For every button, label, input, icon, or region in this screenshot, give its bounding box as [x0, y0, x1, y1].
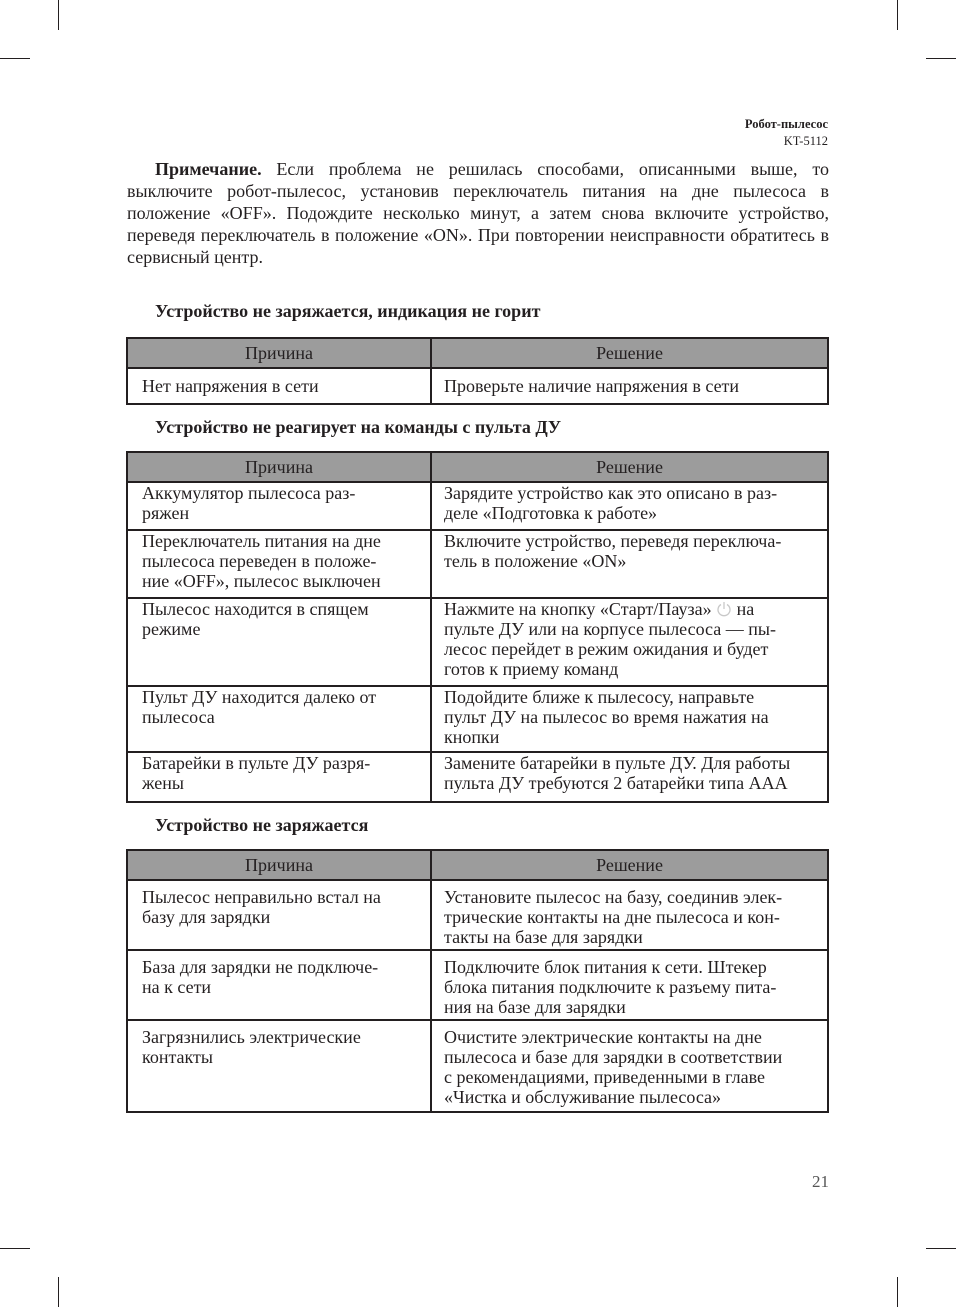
col-cause: Причина [127, 850, 431, 880]
cause-cell: Аккумулятор пылесоса раз- ряжен [127, 482, 431, 530]
running-header [745, 116, 828, 150]
solution-cell: Подключите блок питания к сети. Штекер блока питания подключите к разъему пита- ния на базе для зарядки [431, 950, 828, 1020]
section-title-1: Устройство не заряжается, индикация не горит [155, 301, 541, 321]
cause-cell: Батарейки в пульте ДУ разря- жены [127, 752, 431, 802]
solution-cell: Проверьте наличие напряжения в сети [431, 368, 828, 404]
table-row [127, 950, 828, 1020]
cause-cell: База для зарядки не подключе- на к сети [127, 950, 431, 1020]
section-title-3: Устройство не заряжается [155, 815, 369, 835]
col-cause: Причина [127, 452, 431, 482]
solution-text: Нажмите на кнопку «Старт/Пауза» [444, 599, 717, 619]
table-row [127, 368, 828, 404]
col-solution: Решение [431, 850, 828, 880]
cause-cell: Пылесос находится в спящем режиме [127, 598, 431, 686]
col-solution: Решение [431, 338, 828, 368]
cause-cell: Нет напряжения в сети [127, 368, 431, 404]
table-row [127, 686, 828, 752]
solution-text: на пульте ДУ или на корпусе пылесоса — пы- лесос перейдет в режим ожидания и будет готов к приему команд [444, 599, 776, 679]
table-row [127, 530, 828, 598]
solution-cell: Подойдите ближе к пылесосу, направьте пульт ДУ на пылесос во время нажатия на кнопки [431, 686, 828, 752]
table-row [127, 1020, 828, 1112]
table-row [127, 598, 828, 686]
table-1 [126, 337, 829, 405]
table-row [127, 482, 828, 530]
table-row [127, 880, 828, 950]
cause-cell: Пылесос неправильно встал на базу для зарядки [127, 880, 431, 950]
solution-cell: Замените батарейки в пульте ДУ. Для работы пульта ДУ требуются 2 батарейки типа AAA [431, 752, 828, 802]
note-label: Примечание. [155, 159, 262, 179]
header-product: Робот-пылесос [744, 117, 828, 131]
table-2 [126, 451, 829, 803]
solution-cell [431, 598, 828, 686]
note-paragraph [127, 158, 829, 268]
table-3 [126, 849, 829, 1113]
table-row [127, 752, 828, 802]
solution-cell: Включите устройство, переведя переключа- тель в положение «ON» [431, 530, 828, 598]
page-number: 21 [812, 1172, 829, 1191]
power-icon [716, 601, 732, 617]
header-model: KT-5112 [783, 134, 828, 148]
cause-cell: Переключатель питания на дне пылесоса переведен в положе- ние «OFF», пылесос выключен [127, 530, 431, 598]
solution-cell: Очистите электрические контакты на дне пылесоса и базе для зарядки в соответствии с рекомендациями, приведенными в главе «Чистка и обслуживание пылесоса» [431, 1020, 828, 1112]
cause-cell: Пульт ДУ находится далеко от пылесоса [127, 686, 431, 752]
cause-cell: Загрязнились электрические контакты [127, 1020, 431, 1112]
solution-cell: Зарядите устройство как это описано в раз- деле «Подготовка к работе» [431, 482, 828, 530]
solution-cell: Установите пылесос на базу, соединив элек- трические контакты на дне пылесоса и кон- такты на базе для зарядки [431, 880, 828, 950]
note-text: Если проблема не решилась способами, описанными выше, то выключите робот-пылесос, установив переключатель питания на дне пылесоса в положение «OFF». Подождите несколько минут, а затем снова включите устройство, переведя переключатель в положение «ON». При повторении неисправности обратитесь в сервисный центр. [127, 159, 829, 267]
section-title-2: Устройство не реагирует на команды с пульта ДУ [155, 417, 562, 437]
col-solution: Решение [431, 452, 828, 482]
col-cause: Причина [127, 338, 431, 368]
